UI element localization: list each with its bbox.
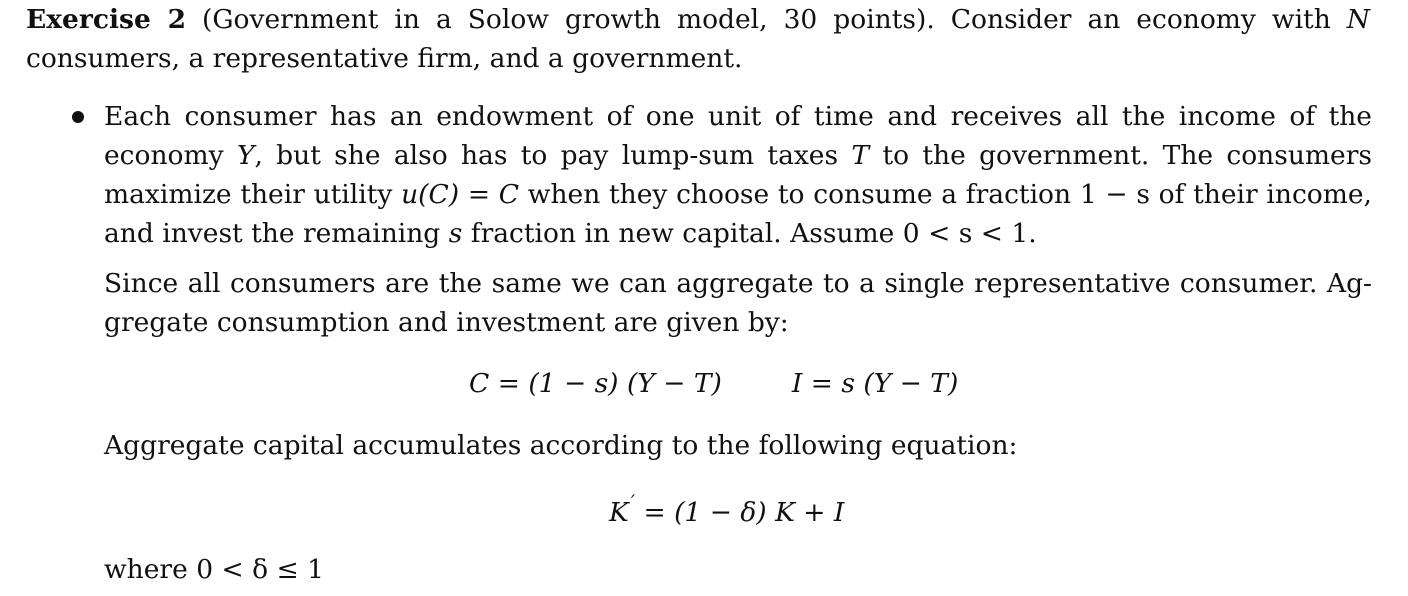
bullet-line-3 [104,179,1372,210]
exercise-title: (Government in a Solow growth model, 30 points). [202,4,935,35]
var-N: N [1346,4,1370,35]
bullet-marker [72,111,84,123]
bullet-line-3-b: when they choose to consume a fraction [527,179,1072,210]
bullet-line-2 [104,140,1372,171]
bullet-line-4 [104,218,1037,249]
bullet-line-1: Each consumer has an endowment of one unit of time and receives all the income of the [104,101,1372,132]
investment-equation: I = s (Y − T) [791,368,959,399]
para3-line-1: Aggregate capital accumulates according to the following equation: [104,430,1018,461]
capital-rhs: = (1 − δ) K + I [643,496,845,528]
bullet-line-3-c: of their income, [1158,179,1372,210]
exercise-heading-line-1 [26,4,1370,35]
var-T: T [851,140,870,171]
var-s: s [448,218,463,249]
prime-mark: ′ [630,492,636,513]
where-label: where [104,554,188,585]
assumption-s: 0 < s < 1. [902,218,1037,249]
bullet-line-2-c: to the government. The consumers [882,140,1372,171]
bullet-line-4-a: and invest the remaining [104,218,441,249]
para2-line-1: Since all consumers are the same we can aggregate to a single representative consumer. Ag- [104,268,1372,299]
consumption-fraction: 1 − s [1079,179,1150,210]
where-condition [104,554,325,585]
bullet-line-3-a: maximize their utility [104,179,393,210]
exercise-label: Exercise 2 [26,4,187,35]
para2-line-2: gregate consumption and investment are given by: [104,307,789,338]
var-Y: Y [236,140,255,171]
bullet-line-2-a: economy [104,140,224,171]
utility-expression: u(C) = C [401,179,520,210]
consumption-equation: C = (1 − s) (Y − T) [469,368,722,399]
exercise-intro-text: Consider an economy with [950,4,1331,35]
bullet-line-2-b: , but she also has to pay lump-sum taxes [254,140,839,171]
delta-condition: 0 < δ ≤ 1 [196,554,325,585]
bullet-line-4-b: fraction in new capital. Assume [470,218,895,249]
equation-consumption-investment [469,368,959,399]
var-K-prime: K [609,496,629,528]
capital-accumulation-equation [609,494,844,526]
exercise-heading-line-2: consumers, a representative firm, and a government. [26,43,743,74]
